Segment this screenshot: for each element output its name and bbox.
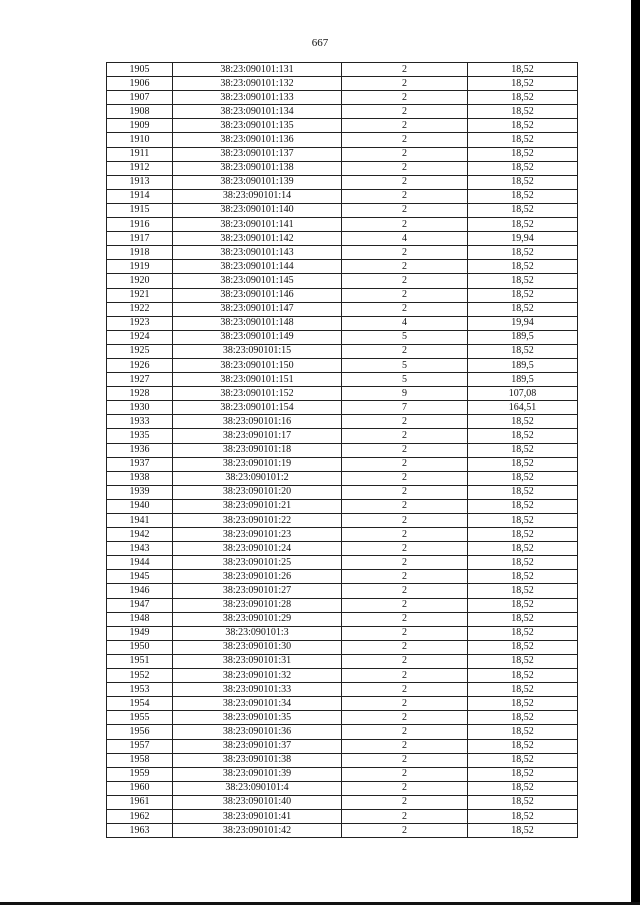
table-row xyxy=(107,626,578,640)
cadastral-number-cell: 38:23:090101:34 xyxy=(173,697,342,711)
cadastral-number-cell: 38:23:090101:147 xyxy=(173,302,342,316)
count-cell: 2 xyxy=(342,203,468,217)
row-number-cell: 1919 xyxy=(107,260,173,274)
area-cell: 18,52 xyxy=(468,781,578,795)
row-number-cell: 1933 xyxy=(107,415,173,429)
table-row xyxy=(107,302,578,316)
count-cell: 2 xyxy=(342,105,468,119)
row-number-cell: 1928 xyxy=(107,387,173,401)
count-cell: 2 xyxy=(342,443,468,457)
area-cell: 18,52 xyxy=(468,626,578,640)
row-number-cell: 1905 xyxy=(107,63,173,77)
table-row xyxy=(107,175,578,189)
area-cell: 18,52 xyxy=(468,203,578,217)
count-cell: 2 xyxy=(342,274,468,288)
area-cell: 18,52 xyxy=(468,753,578,767)
row-number-cell: 1935 xyxy=(107,429,173,443)
row-number-cell: 1950 xyxy=(107,640,173,654)
table-row xyxy=(107,344,578,358)
cadastral-number-cell: 38:23:090101:152 xyxy=(173,387,342,401)
table-row xyxy=(107,471,578,485)
row-number-cell: 1910 xyxy=(107,133,173,147)
cadastral-number-cell: 38:23:090101:33 xyxy=(173,683,342,697)
table-row xyxy=(107,232,578,246)
count-cell: 2 xyxy=(342,542,468,556)
cadastral-number-cell: 38:23:090101:137 xyxy=(173,147,342,161)
count-cell: 2 xyxy=(342,471,468,485)
count-cell: 2 xyxy=(342,809,468,823)
count-cell: 2 xyxy=(342,415,468,429)
row-number-cell: 1960 xyxy=(107,781,173,795)
row-number-cell: 1922 xyxy=(107,302,173,316)
table-row xyxy=(107,415,578,429)
area-cell: 18,52 xyxy=(468,795,578,809)
row-number-cell: 1923 xyxy=(107,316,173,330)
cadastral-number-cell: 38:23:090101:18 xyxy=(173,443,342,457)
area-cell: 18,52 xyxy=(468,514,578,528)
row-number-cell: 1954 xyxy=(107,697,173,711)
cadastral-number-cell: 38:23:090101:42 xyxy=(173,824,342,838)
area-cell: 18,52 xyxy=(468,147,578,161)
row-number-cell: 1947 xyxy=(107,598,173,612)
cadastral-number-cell: 38:23:090101:21 xyxy=(173,499,342,513)
count-cell: 2 xyxy=(342,288,468,302)
count-cell: 2 xyxy=(342,260,468,274)
row-number-cell: 1958 xyxy=(107,753,173,767)
count-cell: 9 xyxy=(342,387,468,401)
cadastral-number-cell: 38:23:090101:14 xyxy=(173,189,342,203)
cadastral-number-cell: 38:23:090101:30 xyxy=(173,640,342,654)
area-cell: 19,94 xyxy=(468,232,578,246)
cadastral-number-cell: 38:23:090101:148 xyxy=(173,316,342,330)
table-row xyxy=(107,767,578,781)
table-row xyxy=(107,584,578,598)
table-row xyxy=(107,542,578,556)
row-number-cell: 1955 xyxy=(107,711,173,725)
row-number-cell: 1937 xyxy=(107,457,173,471)
row-number-cell: 1953 xyxy=(107,683,173,697)
count-cell: 2 xyxy=(342,824,468,838)
count-cell: 2 xyxy=(342,669,468,683)
cadastral-number-cell: 38:23:090101:144 xyxy=(173,260,342,274)
cadastral-number-cell: 38:23:090101:146 xyxy=(173,288,342,302)
table-row xyxy=(107,598,578,612)
row-number-cell: 1949 xyxy=(107,626,173,640)
cadastral-number-cell: 38:23:090101:39 xyxy=(173,767,342,781)
area-cell: 18,52 xyxy=(468,485,578,499)
area-cell: 18,52 xyxy=(468,344,578,358)
row-number-cell: 1909 xyxy=(107,119,173,133)
row-number-cell: 1921 xyxy=(107,288,173,302)
table-row xyxy=(107,246,578,260)
table-row xyxy=(107,77,578,91)
area-cell: 107,08 xyxy=(468,387,578,401)
count-cell: 7 xyxy=(342,401,468,415)
area-cell: 18,52 xyxy=(468,274,578,288)
area-cell: 18,52 xyxy=(468,654,578,668)
count-cell: 2 xyxy=(342,77,468,91)
table-row xyxy=(107,91,578,105)
area-cell: 18,52 xyxy=(468,640,578,654)
cadastral-number-cell: 38:23:090101:41 xyxy=(173,809,342,823)
row-number-cell: 1906 xyxy=(107,77,173,91)
count-cell: 2 xyxy=(342,795,468,809)
area-cell: 18,52 xyxy=(468,218,578,232)
count-cell: 2 xyxy=(342,753,468,767)
row-number-cell: 1941 xyxy=(107,514,173,528)
table-body xyxy=(107,63,578,838)
count-cell: 2 xyxy=(342,457,468,471)
area-cell: 18,52 xyxy=(468,105,578,119)
row-number-cell: 1961 xyxy=(107,795,173,809)
table-row xyxy=(107,260,578,274)
count-cell: 2 xyxy=(342,485,468,499)
cadastral-number-cell: 38:23:090101:131 xyxy=(173,63,342,77)
count-cell: 2 xyxy=(342,302,468,316)
row-number-cell: 1908 xyxy=(107,105,173,119)
table-row xyxy=(107,358,578,372)
row-number-cell: 1936 xyxy=(107,443,173,457)
table-row xyxy=(107,528,578,542)
area-cell: 18,52 xyxy=(468,767,578,781)
count-cell: 2 xyxy=(342,767,468,781)
count-cell: 2 xyxy=(342,781,468,795)
table-row xyxy=(107,669,578,683)
table-row xyxy=(107,753,578,767)
cadastral-number-cell: 38:23:090101:154 xyxy=(173,401,342,415)
count-cell: 2 xyxy=(342,344,468,358)
data-table xyxy=(106,62,578,838)
cadastral-number-cell: 38:23:090101:36 xyxy=(173,725,342,739)
area-cell: 18,52 xyxy=(468,260,578,274)
table-row xyxy=(107,133,578,147)
count-cell: 2 xyxy=(342,683,468,697)
table-row xyxy=(107,330,578,344)
area-cell: 18,52 xyxy=(468,809,578,823)
table-row xyxy=(107,725,578,739)
count-cell: 2 xyxy=(342,640,468,654)
area-cell: 164,51 xyxy=(468,401,578,415)
area-cell: 189,5 xyxy=(468,358,578,372)
row-number-cell: 1938 xyxy=(107,471,173,485)
area-cell: 18,52 xyxy=(468,429,578,443)
area-cell: 18,52 xyxy=(468,542,578,556)
area-cell: 18,52 xyxy=(468,189,578,203)
table-row xyxy=(107,457,578,471)
count-cell: 2 xyxy=(342,429,468,443)
table-row xyxy=(107,809,578,823)
area-cell: 18,52 xyxy=(468,457,578,471)
table-row xyxy=(107,485,578,499)
table-row xyxy=(107,189,578,203)
cadastral-number-cell: 38:23:090101:26 xyxy=(173,570,342,584)
area-cell: 19,94 xyxy=(468,316,578,330)
table-row xyxy=(107,795,578,809)
table-row xyxy=(107,203,578,217)
area-cell: 18,52 xyxy=(468,570,578,584)
row-number-cell: 1957 xyxy=(107,739,173,753)
cadastral-number-cell: 38:23:090101:28 xyxy=(173,598,342,612)
row-number-cell: 1943 xyxy=(107,542,173,556)
table-row xyxy=(107,316,578,330)
count-cell: 2 xyxy=(342,175,468,189)
area-cell: 18,52 xyxy=(468,133,578,147)
scan-edge-right xyxy=(631,0,640,905)
cadastral-number-cell: 38:23:090101:37 xyxy=(173,739,342,753)
area-cell: 18,52 xyxy=(468,612,578,626)
cadastral-number-cell: 38:23:090101:35 xyxy=(173,711,342,725)
cadastral-number-cell: 38:23:090101:15 xyxy=(173,344,342,358)
count-cell: 4 xyxy=(342,232,468,246)
page-number: 667 xyxy=(311,37,329,49)
count-cell: 2 xyxy=(342,147,468,161)
count-cell: 4 xyxy=(342,316,468,330)
count-cell: 2 xyxy=(342,246,468,260)
cadastral-number-cell: 38:23:090101:32 xyxy=(173,669,342,683)
count-cell: 2 xyxy=(342,514,468,528)
area-cell: 18,52 xyxy=(468,91,578,105)
cadastral-number-cell: 38:23:090101:135 xyxy=(173,119,342,133)
count-cell: 2 xyxy=(342,556,468,570)
row-number-cell: 1916 xyxy=(107,218,173,232)
area-cell: 18,52 xyxy=(468,669,578,683)
cadastral-number-cell: 38:23:090101:19 xyxy=(173,457,342,471)
count-cell: 2 xyxy=(342,528,468,542)
cadastral-number-cell: 38:23:090101:141 xyxy=(173,218,342,232)
table-row xyxy=(107,711,578,725)
area-cell: 18,52 xyxy=(468,711,578,725)
table-row xyxy=(107,105,578,119)
area-cell: 18,52 xyxy=(468,556,578,570)
row-number-cell: 1917 xyxy=(107,232,173,246)
area-cell: 18,52 xyxy=(468,471,578,485)
row-number-cell: 1930 xyxy=(107,401,173,415)
cadastral-number-cell: 38:23:090101:143 xyxy=(173,246,342,260)
table-row xyxy=(107,514,578,528)
count-cell: 2 xyxy=(342,218,468,232)
area-cell: 18,52 xyxy=(468,119,578,133)
count-cell: 2 xyxy=(342,499,468,513)
cadastral-number-cell: 38:23:090101:22 xyxy=(173,514,342,528)
row-number-cell: 1940 xyxy=(107,499,173,513)
cadastral-number-cell: 38:23:090101:145 xyxy=(173,274,342,288)
cadastral-number-cell: 38:23:090101:133 xyxy=(173,91,342,105)
area-cell: 18,52 xyxy=(468,725,578,739)
count-cell: 2 xyxy=(342,133,468,147)
table-row xyxy=(107,443,578,457)
table-row xyxy=(107,697,578,711)
row-number-cell: 1920 xyxy=(107,274,173,288)
area-cell: 18,52 xyxy=(468,443,578,457)
row-number-cell: 1945 xyxy=(107,570,173,584)
cadastral-number-cell: 38:23:090101:151 xyxy=(173,373,342,387)
row-number-cell: 1956 xyxy=(107,725,173,739)
cadastral-number-cell: 38:23:090101:139 xyxy=(173,175,342,189)
table-row xyxy=(107,739,578,753)
area-cell: 18,52 xyxy=(468,528,578,542)
area-cell: 18,52 xyxy=(468,302,578,316)
area-cell: 18,52 xyxy=(468,739,578,753)
cadastral-number-cell: 38:23:090101:20 xyxy=(173,485,342,499)
table-row xyxy=(107,373,578,387)
area-cell: 18,52 xyxy=(468,161,578,175)
table-row xyxy=(107,387,578,401)
area-cell: 18,52 xyxy=(468,683,578,697)
count-cell: 2 xyxy=(342,63,468,77)
area-cell: 18,52 xyxy=(468,697,578,711)
count-cell: 2 xyxy=(342,612,468,626)
count-cell: 5 xyxy=(342,373,468,387)
count-cell: 5 xyxy=(342,330,468,344)
cadastral-number-cell: 38:23:090101:40 xyxy=(173,795,342,809)
cadastral-number-cell: 38:23:090101:149 xyxy=(173,330,342,344)
area-cell: 18,52 xyxy=(468,584,578,598)
row-number-cell: 1914 xyxy=(107,189,173,203)
row-number-cell: 1915 xyxy=(107,203,173,217)
row-number-cell: 1924 xyxy=(107,330,173,344)
table-row xyxy=(107,499,578,513)
table-row xyxy=(107,401,578,415)
count-cell: 2 xyxy=(342,725,468,739)
table-row xyxy=(107,654,578,668)
count-cell: 2 xyxy=(342,91,468,105)
cadastral-number-cell: 38:23:090101:17 xyxy=(173,429,342,443)
area-cell: 18,52 xyxy=(468,415,578,429)
row-number-cell: 1939 xyxy=(107,485,173,499)
table-row xyxy=(107,218,578,232)
cadastral-number-cell: 38:23:090101:16 xyxy=(173,415,342,429)
table-row xyxy=(107,640,578,654)
row-number-cell: 1927 xyxy=(107,373,173,387)
count-cell: 5 xyxy=(342,358,468,372)
cadastral-number-cell: 38:23:090101:140 xyxy=(173,203,342,217)
area-cell: 18,52 xyxy=(468,824,578,838)
table-row xyxy=(107,683,578,697)
cadastral-number-cell: 38:23:090101:25 xyxy=(173,556,342,570)
table-row xyxy=(107,274,578,288)
row-number-cell: 1951 xyxy=(107,654,173,668)
area-cell: 18,52 xyxy=(468,63,578,77)
count-cell: 2 xyxy=(342,161,468,175)
count-cell: 2 xyxy=(342,654,468,668)
table-row xyxy=(107,556,578,570)
cadastral-number-cell: 38:23:090101:136 xyxy=(173,133,342,147)
count-cell: 2 xyxy=(342,119,468,133)
table-row xyxy=(107,781,578,795)
table-row xyxy=(107,288,578,302)
table-row xyxy=(107,612,578,626)
table-row xyxy=(107,161,578,175)
cadastral-number-cell: 38:23:090101:3 xyxy=(173,626,342,640)
cadastral-number-cell: 38:23:090101:23 xyxy=(173,528,342,542)
cadastral-number-cell: 38:23:090101:4 xyxy=(173,781,342,795)
area-cell: 18,52 xyxy=(468,246,578,260)
area-cell: 18,52 xyxy=(468,499,578,513)
table-row xyxy=(107,824,578,838)
area-cell: 18,52 xyxy=(468,288,578,302)
table-row xyxy=(107,570,578,584)
count-cell: 2 xyxy=(342,570,468,584)
row-number-cell: 1959 xyxy=(107,767,173,781)
cadastral-number-cell: 38:23:090101:38 xyxy=(173,753,342,767)
count-cell: 2 xyxy=(342,697,468,711)
row-number-cell: 1962 xyxy=(107,809,173,823)
cadastral-number-cell: 38:23:090101:138 xyxy=(173,161,342,175)
row-number-cell: 1944 xyxy=(107,556,173,570)
row-number-cell: 1907 xyxy=(107,91,173,105)
cadastral-number-cell: 38:23:090101:134 xyxy=(173,105,342,119)
area-cell: 189,5 xyxy=(468,330,578,344)
row-number-cell: 1912 xyxy=(107,161,173,175)
row-number-cell: 1918 xyxy=(107,246,173,260)
row-number-cell: 1942 xyxy=(107,528,173,542)
cadastral-number-cell: 38:23:090101:2 xyxy=(173,471,342,485)
table-row xyxy=(107,63,578,77)
table-row xyxy=(107,147,578,161)
cadastral-number-cell: 38:23:090101:150 xyxy=(173,358,342,372)
area-cell: 189,5 xyxy=(468,373,578,387)
area-cell: 18,52 xyxy=(468,598,578,612)
table-row xyxy=(107,119,578,133)
row-number-cell: 1963 xyxy=(107,824,173,838)
area-cell: 18,52 xyxy=(468,175,578,189)
cadastral-number-cell: 38:23:090101:142 xyxy=(173,232,342,246)
count-cell: 2 xyxy=(342,626,468,640)
row-number-cell: 1948 xyxy=(107,612,173,626)
cadastral-number-cell: 38:23:090101:27 xyxy=(173,584,342,598)
count-cell: 2 xyxy=(342,189,468,203)
cadastral-number-cell: 38:23:090101:29 xyxy=(173,612,342,626)
row-number-cell: 1946 xyxy=(107,584,173,598)
cadastral-number-cell: 38:23:090101:31 xyxy=(173,654,342,668)
count-cell: 2 xyxy=(342,711,468,725)
row-number-cell: 1926 xyxy=(107,358,173,372)
count-cell: 2 xyxy=(342,739,468,753)
row-number-cell: 1952 xyxy=(107,669,173,683)
cadastral-number-cell: 38:23:090101:132 xyxy=(173,77,342,91)
area-cell: 18,52 xyxy=(468,77,578,91)
count-cell: 2 xyxy=(342,584,468,598)
cadastral-number-cell: 38:23:090101:24 xyxy=(173,542,342,556)
count-cell: 2 xyxy=(342,598,468,612)
row-number-cell: 1911 xyxy=(107,147,173,161)
row-number-cell: 1925 xyxy=(107,344,173,358)
table-row xyxy=(107,429,578,443)
row-number-cell: 1913 xyxy=(107,175,173,189)
